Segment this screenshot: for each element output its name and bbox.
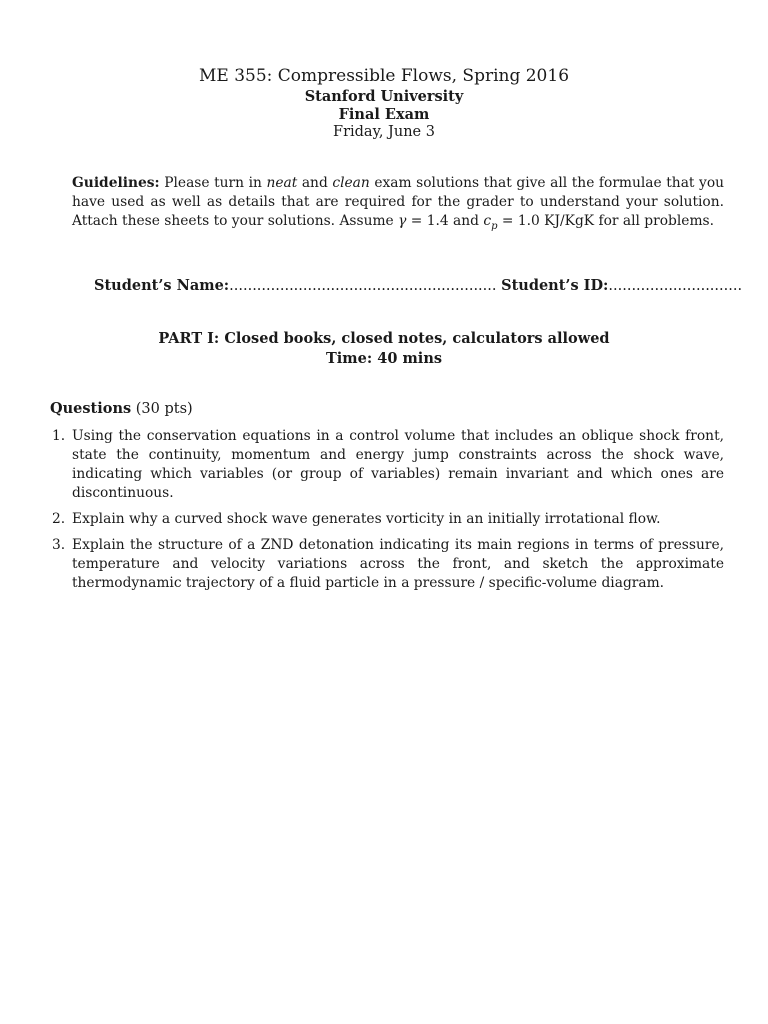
part-time: Time: 40 mins <box>325 350 443 367</box>
question-list <box>50 427 724 600</box>
guidelines-neat: neat <box>266 175 298 191</box>
question-item <box>50 510 724 529</box>
questions-points: (30 pts) <box>131 401 193 417</box>
student-info-line <box>94 277 742 294</box>
question-item <box>50 427 724 503</box>
guidelines-text-5: = 1.0 KJ/KgK for all problems. <box>497 213 714 229</box>
guidelines-text-4: = 1.4 and <box>406 213 484 229</box>
institution-name: Stanford University <box>304 88 464 105</box>
guidelines-label: Guidelines: <box>72 175 160 191</box>
guidelines-text-1: Please turn in <box>159 175 267 191</box>
student-name-label: Student’s Name: <box>94 277 230 294</box>
student-id-label: Student’s ID: <box>501 277 609 294</box>
guidelines-text-3: exam solutions that give all the formulae that you have used as well as details that are required for the grader to understand your solution. Attach these sheets to your solutions. Assume <box>72 175 725 229</box>
exam-date: Friday, June 3 <box>333 124 435 140</box>
gamma-symbol: γ <box>398 213 407 229</box>
question-number: 2. <box>52 511 66 527</box>
part-title: PART I: Closed books, closed notes, calculators allowed <box>158 330 610 347</box>
course-title: ME 355: Compressible Flows, Spring 2016 <box>198 66 570 86</box>
questions-label: Questions <box>50 400 132 417</box>
student-id-field: ............................. <box>608 278 743 294</box>
question-text: Explain the structure of a ZND detonation indicating its main regions in terms of pressure, temperature and velocity variations across the front, and sketch the approximate thermodynamic trajectory of a fluid particle in a pressure / specific-volume diagram. <box>72 537 724 591</box>
question-text: Using the conservation equations in a control volume that includes an oblique shock front, state the continuity, momentum and energy jump constraints across the shock wave, indicating which variables (or group of variables) remain invariant and which ones are discontinuous. <box>72 428 724 501</box>
student-name-field: .......................................................... <box>229 278 497 294</box>
cp-subscript: p <box>491 220 498 232</box>
questions-heading <box>50 400 193 417</box>
question-text: Explain why a curved shock wave generates vorticity in an initially irrotational flow. <box>72 511 661 527</box>
exam-name: Final Exam <box>338 106 430 123</box>
guidelines-clean: clean <box>332 175 370 191</box>
guidelines-text-2: and <box>297 175 333 191</box>
guidelines-paragraph <box>72 174 724 236</box>
cp-symbol: c <box>483 213 492 229</box>
question-item <box>50 536 724 593</box>
question-number: 1. <box>52 428 66 444</box>
question-number: 3. <box>52 537 66 553</box>
